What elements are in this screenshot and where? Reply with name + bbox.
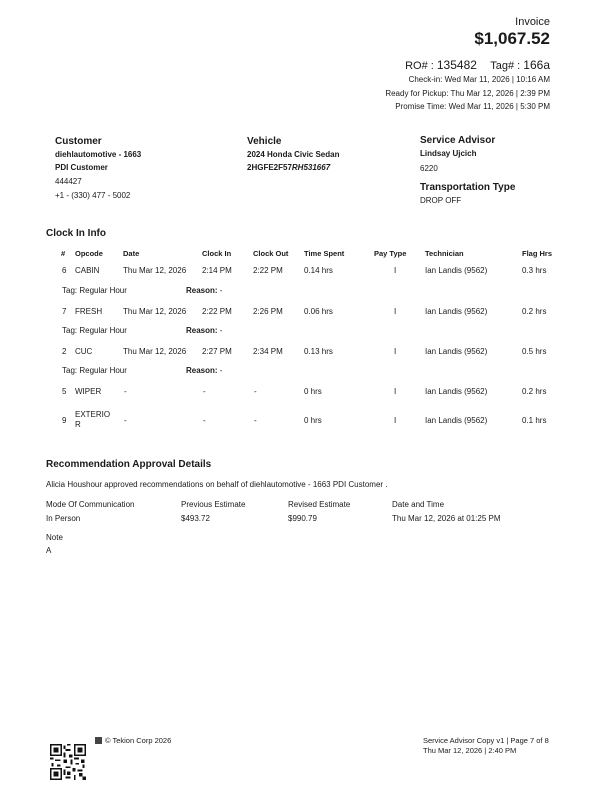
advisor-title: Service Advisor bbox=[420, 135, 496, 146]
row-pay-type: I bbox=[394, 347, 397, 356]
vin-prefix: 2HGFE2F57 bbox=[247, 162, 292, 172]
row-date: - bbox=[124, 416, 127, 425]
mode-value: In Person bbox=[46, 514, 81, 523]
qr-code bbox=[50, 744, 86, 780]
tag-label: Tag: bbox=[62, 326, 80, 335]
row-tag bbox=[62, 366, 127, 375]
col-opcode: Opcode bbox=[75, 249, 103, 258]
invoice-total: $1,067.52 bbox=[474, 29, 550, 48]
row-reason bbox=[186, 286, 222, 295]
tag-number: 166a bbox=[523, 58, 550, 72]
row-opcode: EXTERIO R bbox=[75, 410, 111, 429]
customer-name: diehlautomotive - 1663 bbox=[55, 150, 142, 159]
row-clock-out: 2:26 PM bbox=[253, 307, 283, 316]
tag-label: Tag# : bbox=[490, 60, 524, 72]
row-date: Thu Mar 12, 2026 bbox=[123, 266, 187, 275]
date-time-value: Thu Mar 12, 2026 at 01:25 PM bbox=[392, 514, 501, 523]
row-clock-out: 2:22 PM bbox=[253, 266, 283, 275]
col-pay-type: Pay Type bbox=[374, 249, 407, 258]
row-time-spent: 0.14 hrs bbox=[304, 266, 333, 275]
row-date: - bbox=[124, 387, 127, 396]
row-flag-hrs: 0.2 hrs bbox=[522, 387, 547, 396]
tag-value: Regular Hour bbox=[79, 326, 127, 335]
row-tag bbox=[62, 326, 127, 335]
tekion-logo-icon bbox=[95, 737, 102, 744]
row-opcode: FRESH bbox=[75, 307, 103, 316]
col-technician: Technician bbox=[425, 249, 464, 258]
row-flag-hrs: 0.5 hrs bbox=[522, 347, 547, 356]
checkin-time: Check-in: Wed Mar 11, 2026 | 10:16 AM bbox=[408, 75, 550, 84]
recommendation-title: Recommendation Approval Details bbox=[46, 459, 212, 470]
row-clock-in: 2:22 PM bbox=[202, 307, 232, 316]
row-reason bbox=[186, 366, 222, 375]
reason-label: Reason: bbox=[186, 326, 220, 335]
date-time-label: Date and Time bbox=[392, 500, 445, 509]
customer-block bbox=[55, 149, 141, 202]
row-time-spent: 0 hrs bbox=[304, 416, 322, 425]
ready-time: Ready for Pickup: Thu Mar 12, 2026 | 2:39 PM bbox=[385, 89, 550, 98]
col-date: Date bbox=[123, 249, 140, 258]
col-clock-out: Clock Out bbox=[253, 249, 289, 258]
clock-in-title: Clock In Info bbox=[46, 228, 106, 239]
advisor-name: Lindsay Ujcich bbox=[420, 149, 477, 158]
row-pay-type: I bbox=[394, 416, 397, 425]
row-num: 7 bbox=[62, 307, 67, 316]
vin-suffix: RH531667 bbox=[291, 162, 331, 172]
row-technician: Ian Landis (9562) bbox=[425, 266, 488, 275]
vehicle-model: 2024 Honda Civic Sedan bbox=[247, 150, 340, 159]
transport-value: DROP OFF bbox=[420, 196, 462, 205]
reason-label: Reason: bbox=[186, 366, 220, 375]
copy-info: Service Advisor Copy v1 | Page 7 of 8 bbox=[423, 736, 549, 745]
note-label: Note bbox=[46, 533, 63, 542]
note-value: A bbox=[46, 546, 52, 555]
row-date: Thu Mar 12, 2026 bbox=[123, 307, 187, 316]
advisor-number: 6220 bbox=[420, 163, 438, 173]
row-tag bbox=[62, 286, 127, 295]
row-num: 5 bbox=[62, 387, 67, 396]
row-pay-type: I bbox=[394, 387, 397, 396]
prev-estimate-value: $493.72 bbox=[181, 514, 210, 523]
printed-time: Thu Mar 12, 2026 | 2:40 PM bbox=[423, 746, 517, 755]
vehicle-title: Vehicle bbox=[247, 136, 282, 147]
customer-phone: +1 - (330) 477 - 5002 bbox=[55, 190, 131, 200]
col-flag-hrs: Flag Hrs bbox=[522, 249, 553, 258]
reason-value: - bbox=[219, 286, 223, 295]
row-clock-out: - bbox=[254, 416, 257, 425]
row-technician: Ian Landis (9562) bbox=[425, 307, 488, 316]
row-clock-in: 2:14 PM bbox=[202, 266, 232, 275]
row-reason bbox=[186, 326, 222, 335]
row-opcode: WIPER bbox=[75, 387, 102, 396]
recommendation-statement: Alicia Houshour approved recommendations on behalf of diehlautomotive - 1663 PDI Customer . bbox=[46, 480, 388, 489]
row-clock-out: - bbox=[254, 387, 257, 396]
copyright: © Tekion Corp 2026 bbox=[105, 736, 172, 745]
row-time-spent: 0.06 hrs bbox=[304, 307, 333, 316]
ro-number: 135482 bbox=[436, 58, 477, 72]
customer-title: Customer bbox=[55, 136, 102, 147]
row-opcode: CUC bbox=[75, 347, 93, 356]
vehicle-block bbox=[247, 149, 339, 174]
row-technician: Ian Landis (9562) bbox=[425, 347, 488, 356]
row-pay-type: I bbox=[394, 307, 397, 316]
row-date: Thu Mar 12, 2026 bbox=[123, 347, 187, 356]
col-clock-in: Clock In bbox=[202, 249, 232, 258]
reason-label: Reason: bbox=[186, 286, 220, 295]
prev-estimate-label: Previous Estimate bbox=[181, 500, 246, 509]
vehicle-vin bbox=[247, 162, 339, 175]
row-pay-type: I bbox=[394, 266, 397, 275]
tag-value: Regular Hour bbox=[79, 286, 127, 295]
row-num: 6 bbox=[62, 266, 67, 275]
row-flag-hrs: 0.3 hrs bbox=[522, 266, 547, 275]
customer-id: 444427 bbox=[55, 177, 82, 186]
promise-time: Promise Time: Wed Mar 11, 2026 | 5:30 PM bbox=[395, 102, 550, 111]
row-clock-in: - bbox=[203, 387, 206, 396]
row-clock-out: 2:34 PM bbox=[253, 347, 283, 356]
mode-label: Mode Of Communication bbox=[46, 500, 135, 509]
ro-tag-line bbox=[405, 58, 550, 72]
row-clock-in: 2:27 PM bbox=[202, 347, 232, 356]
row-flag-hrs: 0.2 hrs bbox=[522, 307, 547, 316]
tag-value: Regular Hour bbox=[79, 366, 127, 375]
col-num: # bbox=[61, 249, 66, 258]
tag-label: Tag: bbox=[62, 366, 80, 375]
ro-label: RO# : bbox=[405, 60, 437, 72]
row-num: 2 bbox=[62, 347, 67, 356]
row-flag-hrs: 0.1 hrs bbox=[522, 416, 547, 425]
document-type: Invoice bbox=[515, 16, 550, 28]
row-technician: Ian Landis (9562) bbox=[425, 387, 488, 396]
reason-value: - bbox=[219, 366, 223, 375]
reason-value: - bbox=[219, 326, 223, 335]
transport-title: Transportation Type bbox=[420, 182, 516, 193]
row-num: 9 bbox=[62, 416, 67, 425]
row-opcode: CABIN bbox=[75, 266, 100, 275]
advisor-block bbox=[420, 148, 476, 175]
row-time-spent: 0.13 hrs bbox=[304, 347, 333, 356]
row-clock-in: - bbox=[203, 416, 206, 425]
rev-estimate-label: Revised Estimate bbox=[288, 500, 351, 509]
row-technician: Ian Landis (9562) bbox=[425, 416, 488, 425]
tag-label: Tag: bbox=[62, 286, 80, 295]
row-time-spent: 0 hrs bbox=[304, 387, 322, 396]
col-time-spent: Time Spent bbox=[304, 249, 345, 258]
customer-type: PDI Customer bbox=[55, 162, 108, 172]
rev-estimate-value: $990.79 bbox=[288, 514, 317, 523]
